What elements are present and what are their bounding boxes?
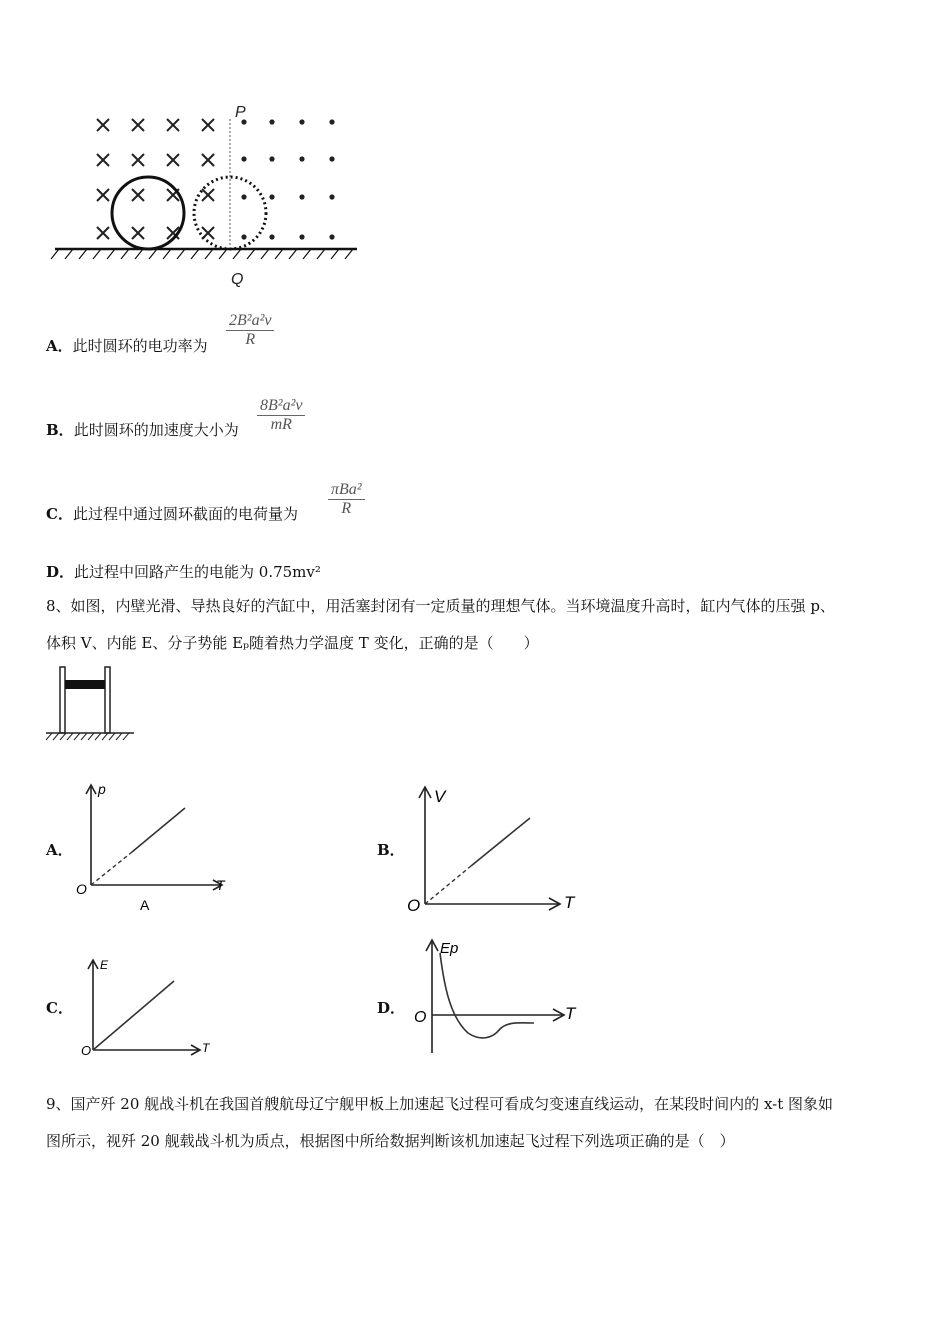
q7-option-c: C．此过程中通过圆环截面的电荷量为	[46, 505, 298, 523]
field-out-of-page-mark	[269, 156, 274, 161]
field-out-of-page-mark	[241, 234, 246, 239]
label-p: P	[235, 104, 246, 121]
field-out-of-page-mark	[329, 194, 334, 199]
field-out-of-page-mark	[269, 119, 274, 124]
cylinder-wall-right	[105, 667, 110, 733]
ring-solid	[112, 177, 184, 249]
x-label: T	[202, 1041, 210, 1055]
graph-b	[404, 780, 584, 915]
field-out-of-page-mark	[269, 194, 274, 199]
option-text: 此时圆环的电功率为	[72, 337, 208, 355]
field-out-of-page-mark	[299, 194, 304, 199]
y-label: Ep	[440, 940, 459, 957]
ring-field-diagram	[45, 97, 367, 292]
origin-label: O	[414, 1009, 427, 1026]
origin-label: O	[81, 1043, 92, 1058]
x-label: T	[564, 893, 575, 912]
q9-line-2: 图所示，视歼 20 舰载战斗机为质点，根据图中所给数据判断该机加速起飞过程下列选项正确的是（ ）	[46, 1132, 735, 1150]
y-label: V	[434, 787, 446, 806]
field-out-of-page-mark	[329, 119, 334, 124]
graph-c	[80, 955, 220, 1060]
graph-caption: A	[140, 897, 150, 913]
field-out-of-page-mark	[299, 234, 304, 239]
q7-option-a	[46, 336, 208, 356]
q7-option-d: D．此过程中回路产生的电能为 0.75mv²	[46, 563, 321, 581]
field-out-of-page-mark	[241, 194, 246, 199]
field-out-of-page-mark	[241, 156, 246, 161]
field-out-of-page-mark	[299, 119, 304, 124]
q8-option-d-letter: D．	[377, 999, 406, 1017]
q7-c-fraction: πBa² R	[328, 481, 365, 518]
cylinder-wall-left	[60, 667, 65, 733]
line-solid	[132, 808, 185, 852]
x-label: T	[565, 1004, 576, 1023]
magnetic-field-figure	[45, 97, 367, 292]
q7-option-b: B．此时圆环的加速度大小为	[46, 421, 239, 439]
option-letter: A．	[46, 337, 73, 355]
y-label: p	[98, 781, 106, 797]
graph-a	[74, 778, 234, 913]
y-label: E	[100, 958, 109, 972]
q8-option-b-letter: B．	[377, 841, 405, 859]
field-out-of-page-mark	[299, 156, 304, 161]
field-out-of-page-mark	[269, 234, 274, 239]
q7-a-fraction: $\frac{\text{2B²a²v}}{R}$	[226, 312, 274, 349]
line-dashed	[91, 852, 132, 885]
field-out-of-page-mark	[329, 156, 334, 161]
graph-d	[410, 935, 585, 1060]
origin-label: O	[76, 881, 87, 897]
q8-line-1: 8、如图，内壁光滑、导热良好的汽缸中，用活塞封闭有一定质量的理想气体。当环境温度升高时，缸内气体的压强 p、	[46, 597, 835, 615]
field-out-of-page-mark	[329, 234, 334, 239]
q8-option-c-letter: C．	[46, 999, 73, 1017]
cylinder-figure	[44, 664, 136, 744]
q8-line-2: 体积 V、内能 E、分子势能 Eₚ随着热力学温度 T 变化，正确的是（ ）	[46, 634, 539, 652]
x-label: T	[216, 877, 225, 893]
origin-label: O	[407, 896, 421, 915]
ep-curve	[440, 953, 534, 1038]
q8-option-a-letter: A．	[46, 841, 73, 859]
q7-b-fraction: $\frac{\text{8B²a²v}}{mR}$	[257, 397, 305, 434]
piston	[65, 680, 105, 689]
q9-line-1: 9、国产歼 20 舰战斗机在我国首艘航母辽宁舰甲板上加速起飞过程可看成匀变速直线运动，在某段时间内的 x-t 图象如	[46, 1095, 833, 1113]
label-q: Q	[231, 271, 244, 288]
